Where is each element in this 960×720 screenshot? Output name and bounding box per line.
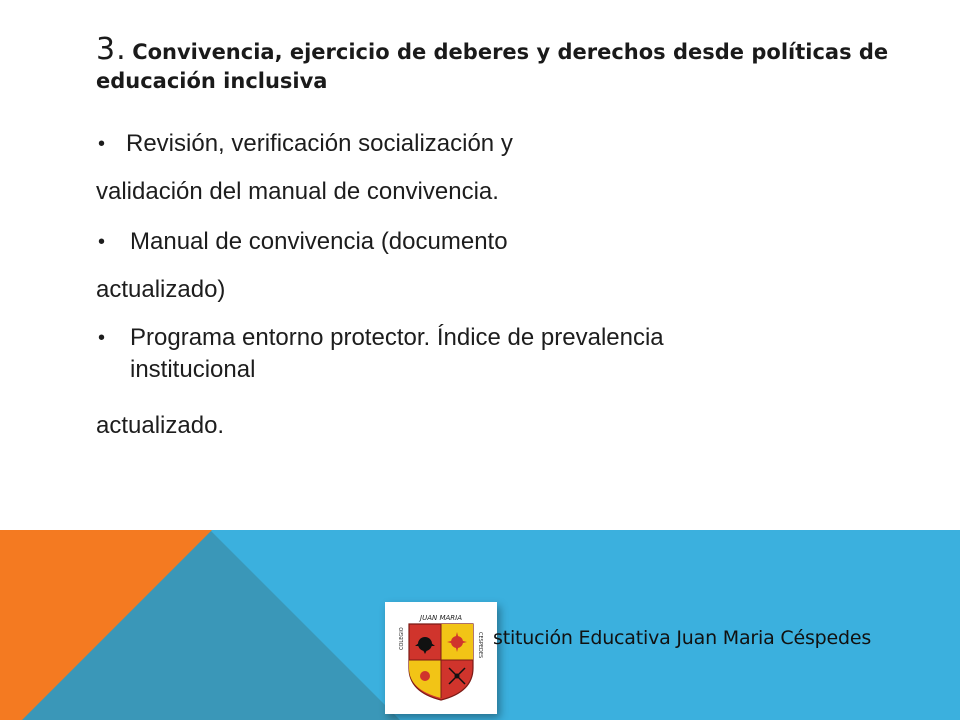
institution-name: stitución Educativa Juan Maria Céspedes [493,627,872,649]
bullet: • [98,231,106,253]
slide-title [96,32,896,94]
svg-text:CESPEDES: CESPEDES [477,632,483,659]
list-item-continuation: actualizado. [96,412,225,439]
bullet: • [98,133,106,155]
school-crest-logo [385,602,497,714]
bullet: • [98,327,106,349]
list-item-text: Programa entorno protector. Índice de prevalencia [130,324,664,351]
title-text: Convivencia, ejercicio de deberes y derechos desde políticas de educación inclusiva [96,40,889,93]
list-item-continuation: validación del manual de convivencia. [96,178,499,205]
svg-text:COLEGIO: COLEGIO [399,627,405,650]
list-item-continuation: actualizado) [96,276,226,303]
list-item-text: Manual de convivencia (documento [130,228,508,255]
svg-text:JUAN MARIA: JUAN MARIA [420,614,462,622]
list-item-wrap: institucional [130,356,256,383]
title-number: 3. [96,32,127,67]
list-item-text: Revisión, verificación socialización y [126,130,513,157]
